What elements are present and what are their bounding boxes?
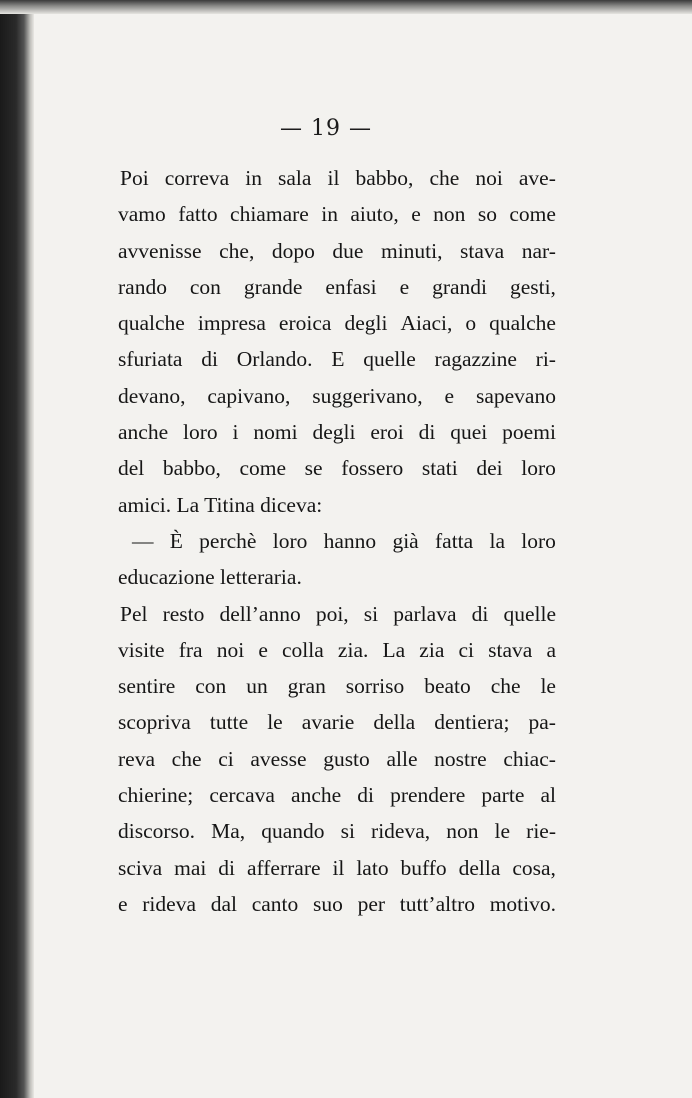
text-line: sentire con un gran sorriso beato che le xyxy=(118,674,556,699)
text-line: sciva mai di afferrare il lato buffo della cosa, xyxy=(118,855,556,880)
text-line: vamo fatto chiamare in aiuto, e non so come xyxy=(118,202,556,227)
text-line: scopriva tutte le avarie della dentiera; pa- xyxy=(118,710,556,735)
book-spine-shadow xyxy=(0,0,34,1098)
text-line: discorso. Ma, quando si rideva, non le rie- xyxy=(118,819,556,844)
text-line: Pel resto dell’anno poi, si parlava di quelle xyxy=(120,601,556,626)
text-line: sfuriata di Orlando. E quelle ragazzine ri- xyxy=(118,347,556,372)
text-line: qualche impresa eroica degli Aiaci, o qualche xyxy=(118,311,556,336)
text-line: devano, capivano, suggerivano, e sapevano xyxy=(118,383,556,408)
text-line: visite fra noi e colla zia. La zia ci stava a xyxy=(118,637,556,662)
page-top-edge xyxy=(0,0,692,14)
body-text xyxy=(118,160,556,922)
text-line: — È perchè loro hanno già fatta la loro xyxy=(132,528,556,553)
text-line: Poi correva in sala il babbo, che noi ave- xyxy=(120,166,556,190)
text-line: rando con grande enfasi e grandi gesti, xyxy=(118,274,556,299)
text-line: anche loro i nomi degli eroi di quei poemi xyxy=(118,420,556,445)
text-line: chierine; cercava anche di prendere parte al xyxy=(118,783,556,808)
page-number: — 19 — xyxy=(280,116,372,141)
text-line: avvenisse che, dopo due minuti, stava nar- xyxy=(118,238,556,263)
text-line: e rideva dal canto suo per tutt’altro motivo. xyxy=(118,891,556,916)
text-line: reva che ci avesse gusto alle nostre chiac- xyxy=(118,746,556,771)
text-line: amici. La Titina diceva: xyxy=(118,492,323,517)
text-line: educazione letteraria. xyxy=(118,565,302,590)
text-line: del babbo, come se fossero stati dei loro xyxy=(118,456,556,481)
